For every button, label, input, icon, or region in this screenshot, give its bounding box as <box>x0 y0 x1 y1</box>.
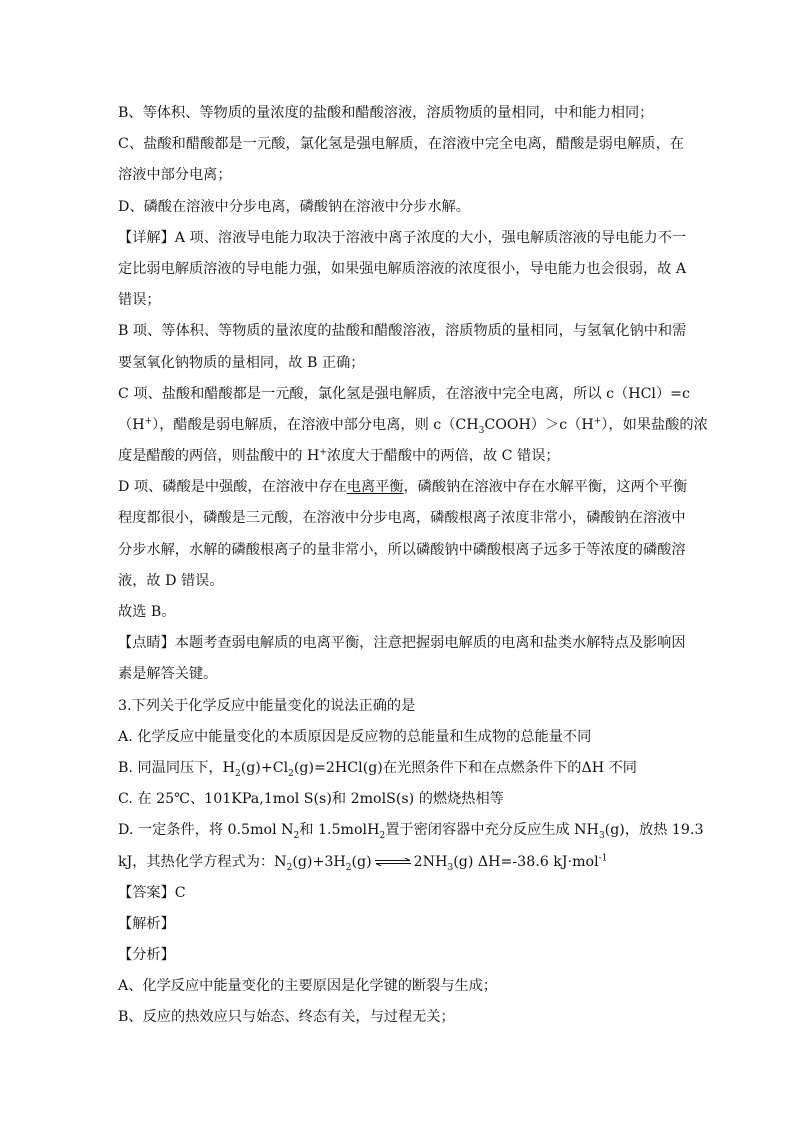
text-line: 液，故 D 错误。 <box>118 572 224 589</box>
text-line <box>118 847 684 878</box>
text-fragment: (g)，放热 19.3 <box>604 822 704 839</box>
text-line: 溶液中部分电离； <box>118 167 232 184</box>
subscript: 2 <box>288 768 294 779</box>
text-fragment: (g) <box>351 853 372 870</box>
subscript: 3 <box>598 831 605 842</box>
subscript: 2 <box>345 862 352 873</box>
text-line: 【详解】A 项、溶液导电能力取决于溶液中离子浓度的大小，强电解质溶液的导电能力不一 <box>118 229 687 246</box>
subscript: 2 <box>234 768 241 779</box>
document-page <box>118 98 708 1034</box>
text-line: C、盐酸和醋酸都是一元酸，氯化氢是强电解质，在溶液中完全电离，醋酸是弱电解质，在 <box>118 136 684 153</box>
superscript: + <box>319 447 327 458</box>
option-b <box>118 753 684 784</box>
text-fragment: (g) ΔH=-38.6 kJ·mol <box>453 853 599 870</box>
text-fragment: 和 1.5molH <box>299 822 380 839</box>
option-d <box>118 815 704 846</box>
option-a: A. 化学反应中能量变化的本质原因是反应物的总能量和生成物的总能量不同 <box>118 728 592 745</box>
question-title: 3.下列关于化学反应中能量变化的说法正确的是 <box>118 697 416 714</box>
option-c: C. 在 25℃、101KPa,1mol S(s)和 2molS(s) 的燃烧热相等 <box>118 791 504 808</box>
text-line: 分步水解，水解的磷酸根离子的量非常小，所以磷酸钠中磷酸根离子远多于等浓度的磷酸溶 <box>118 541 686 558</box>
text-line: 要氢氧化钠物质的量相同，故 B 正确； <box>118 354 365 371</box>
text-line: A、化学反应中能量变化的主要原因是化学键的断裂与生成； <box>118 978 498 995</box>
text-line: D、磷酸在溶液中分步电离，磷酸钠在溶液中分步水解。 <box>118 198 470 215</box>
subscript: 2 <box>379 831 386 842</box>
text-fragment: ，磷酸钠在溶液中存在水解平衡，这两个平衡 <box>403 479 688 496</box>
analysis-subheading: 【分析】 <box>118 947 175 964</box>
text-line <box>118 472 688 503</box>
text-fragment: ），醋酸是弱电解质，在溶液中部分电离，则 c（CH <box>152 416 479 433</box>
text-fragment: (g)+3H <box>292 853 346 870</box>
text-fragment: (g)+Cl <box>240 759 289 776</box>
text-fragment: (g)=2HCl(g)在光照条件下和在点燃条件下的ΔH 不同 <box>293 759 637 776</box>
text-fragment: 2NH <box>413 853 448 870</box>
text-line: 错误； <box>118 292 161 309</box>
text-line: B、反应的热效应只与始态、终态有关，与过程无关； <box>118 1009 455 1026</box>
text-line: 定比弱电解质溶液的导电能力强，如果强电解质溶液的浓度很小，导电能力也会很弱，故 A <box>118 260 687 277</box>
analysis-heading: 【解析】 <box>118 915 175 932</box>
subscript: 3 <box>478 425 485 436</box>
superscript: -1 <box>598 852 608 863</box>
text-line: 程度都很小，磷酸是三元酸，在溶液中分步电离，磷酸根离子浓度非常小，磷酸钠在溶液中 <box>118 510 686 527</box>
superscript: + <box>144 416 153 427</box>
subscript: 2 <box>286 862 293 873</box>
text-fragment: 度是醋酸的两倍，则盐酸中的 H <box>118 448 320 465</box>
text-fragment: ），如果盐酸的浓 <box>601 416 708 433</box>
text-line <box>118 441 684 472</box>
text-fragment: D. 一定条件，将 0.5mol N <box>118 822 294 839</box>
text-fragment: COOH）＞c（H <box>484 416 594 433</box>
equilibrium-arrow-icon <box>374 858 412 866</box>
answer-label: 【答案】C <box>118 884 186 901</box>
text-line: B 项、等体积、等物质的量浓度的盐酸和醋酸溶液，溶质物质的量相同，与氢氧化钠中和需 <box>118 323 687 340</box>
text-fragment: （H <box>118 416 145 433</box>
text-line: 故选 B。 <box>118 604 176 620</box>
text-line: 【点睛】本题考查弱电解质的电离平衡，注意把握弱电解质的电离和盐类水解特点及影响因 <box>118 635 686 652</box>
text-fragment: 浓度大于醋酸中的两倍，故 C 错误； <box>326 448 560 465</box>
underlined-term: 电离平衡 <box>346 479 404 496</box>
text-line: 素是解答关键。 <box>118 666 218 683</box>
subscript: 3 <box>447 862 454 873</box>
text-fragment: 置于密闭容器中充分反应生成 NH <box>385 822 599 839</box>
text-fragment: B. 同温同压下，H <box>118 759 235 776</box>
text-line <box>118 410 708 441</box>
subscript: 2 <box>293 831 300 842</box>
superscript: + <box>593 416 602 427</box>
text-line: C 项、盐酸和醋酸都是一元酸，氯化氢是强电解质，在溶液中完全电离，所以 c（HCl）=c <box>118 385 690 402</box>
text-fragment: D 项、磷酸是中强酸，在溶液中存在 <box>118 479 347 496</box>
text-line: B、等体积、等物质的量浓度的盐酸和醋酸溶液，溶质物质的量相同，中和能力相同； <box>118 105 654 121</box>
text-fragment: kJ，其热化学方程式为：N <box>118 853 287 870</box>
